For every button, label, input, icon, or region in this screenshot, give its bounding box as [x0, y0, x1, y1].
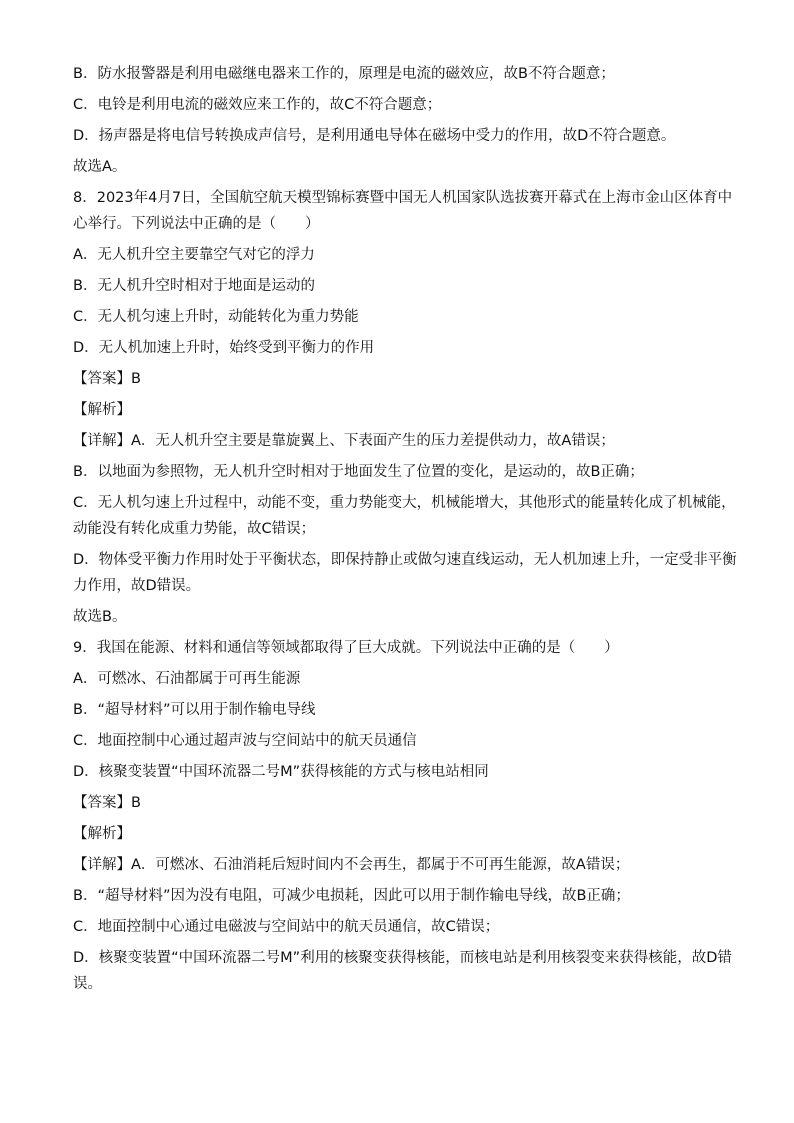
q8-choice: 故选B。	[73, 609, 127, 625]
q9-detail-c: C．地面控制中心通过电磁波与空间站中的航天员通信，故C错误；	[73, 919, 500, 935]
q9-analysis-label: 【解析】	[73, 826, 131, 842]
q8-option-b: B．无人机升空时相对于地面是运动的	[73, 278, 315, 294]
prev-option-d-explanation: D．扬声器是将电信号转换成声信号，是利用通电导体在磁场中受力的作用，故D不符合题意。	[73, 128, 676, 144]
q8-option-c: C．无人机匀速上升时，动能转化为重力势能	[73, 309, 359, 325]
q8-detail-c-line1: C．无人机匀速上升过程中，动能不变，重力势能变大，机械能增大，其他形式的能量转化成了机械能，	[73, 495, 736, 511]
q9-detail-b: B．“超导材料”因为没有电阻，可减少电损耗，因此可以用于制作输电导线，故B正确；	[73, 888, 630, 904]
q9-answer: 【答案】B	[73, 795, 141, 811]
q9-detail-d-line1: D．核聚变装置“中国环流器二号M”利用的核聚变获得核能，而核电站是利用核裂变来获得核能，故D错	[73, 950, 732, 966]
q8-detail-c-line2: 动能没有转化成重力势能，故C错误；	[73, 521, 316, 537]
q9-option-c: C．地面控制中心通过超声波与空间站中的航天员通信	[73, 733, 417, 749]
q9-option-a: A．可燃冰、石油都属于可再生能源	[73, 671, 301, 687]
q8-detail-a: 【详解】A．无人机升空主要是靠旋翼上、下表面产生的压力差提供动力，故A错误；	[73, 433, 615, 449]
q9-stem: 9．我国在能源、材料和通信等领域都取得了巨大成就。下列说法中正确的是（ ）	[73, 640, 619, 656]
q8-option-d: D．无人机加速上升时，始终受到平衡力的作用	[73, 340, 375, 356]
prev-option-b-explanation: B．防水报警器是利用电磁继电器来工作的，原理是电流的磁效应，故B不符合题意；	[73, 66, 615, 82]
q8-detail-b: B．以地面为参照物，无人机升空时相对于地面发生了位置的变化，是运动的，故B正确；	[73, 464, 644, 480]
q8-analysis-label: 【解析】	[73, 402, 131, 418]
q9-detail-a: 【详解】A．可燃冰、石油消耗后短时间内不会再生，都属于不可再生能源，故A错误；	[73, 857, 630, 873]
q8-detail-d-line1: D．物体受平衡力作用时处于平衡状态，即保持静止或做匀速直线运动，无人机加速上升，一定受非平衡	[73, 552, 737, 568]
q9-option-d: D．核聚变装置“中国环流器二号M”获得核能的方式与核电站相同	[73, 764, 489, 780]
q9-detail-d-line2: 误。	[73, 976, 102, 992]
prev-option-c-explanation: C．电铃是利用电流的磁效应来工作的，故C不符合题意；	[73, 97, 442, 113]
document-page	[73, 64, 737, 994]
q8-option-a: A．无人机升空主要靠空气对它的浮力	[73, 247, 315, 263]
q8-stem-line2: 心举行。下列说法中正确的是（ ）	[73, 216, 320, 232]
prev-choice: 故选A。	[73, 159, 127, 175]
q9-option-b: B．“超导材料”可以用于制作输电导线	[73, 702, 316, 718]
q8-detail-d-line2: 力作用，故D错误。	[73, 578, 201, 594]
q8-answer: 【答案】B	[73, 371, 141, 387]
q8-stem-line1: 8．2023年4月7日，全国航空航天模型锦标赛暨中国无人机国家队选拔赛开幕式在上海市金山区体育中	[73, 190, 733, 206]
